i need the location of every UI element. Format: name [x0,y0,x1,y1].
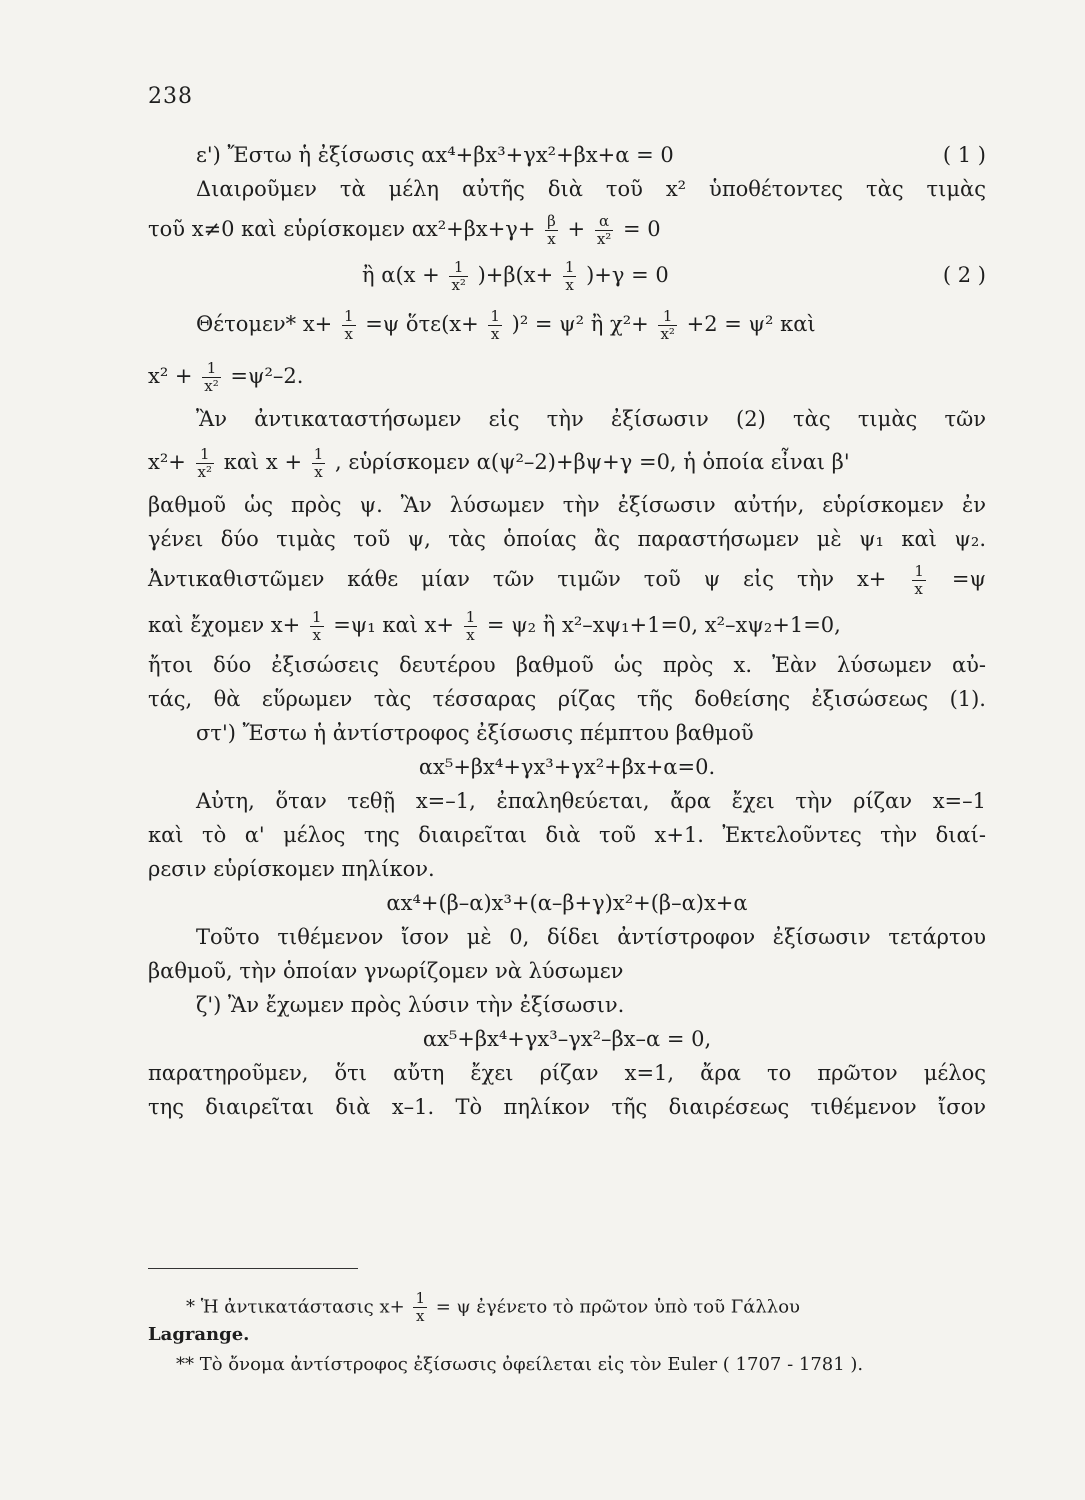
equation-1: ε') Ἔστω ἡ ἐξίσωσις αx⁴+βx³+γx²+βx+α = 0 [196,143,674,167]
footnote-1 [148,1289,986,1325]
fraction [312,446,326,481]
fraction-numerator: 1 [343,307,354,325]
fraction [545,213,558,248]
text-line: καὶ τὸ α' μέλος της διαιρεῖται διὰ τοῦ x+1. Ἐκτελοῦντες τὴν διαί- [148,823,986,847]
fraction [342,308,356,343]
fraction-numerator: α [598,212,610,230]
text-span: x² + [148,364,193,388]
equation-line-2 [148,252,986,298]
fraction-numerator: 1 [313,445,324,463]
text-span: * Ἡ ἀντικατάστασις x+ [186,1296,405,1318]
text-span: καὶ ἔχομεν x+ [148,613,301,637]
equation-line-3 [148,206,986,252]
text-line: Τοῦτο τιθέμενον ἴσον μὲ 0, δίδει ἀντίστροφον ἐξίσωσιν τετάρτου [196,925,986,949]
text-span: Ἀντικαθιστῶμεν κάθε μίαν τῶν τιμῶν τοῦ ψ εἰς τὴν x+ [148,567,887,591]
fraction-denominator: x [312,463,326,481]
fraction-denominator: x² [451,276,466,294]
page-number: 238 [148,84,193,109]
fraction-denominator: x [310,626,324,644]
equation: αx⁴+(β–α)x³+(α–β+γ)x²+(β–α)x+α [386,891,748,915]
fraction-numerator: 1 [415,1289,425,1307]
fraction-numerator: 1 [914,562,924,580]
footnote-divider [148,1268,358,1269]
fraction [464,609,478,644]
equation-number-1: ( 1 ) [942,143,986,167]
text-line: της διαιρεῖται διὰ x–1. Τὸ πηλίκον τῆς διαιρέσεως τιθέμενον ἴσον [148,1095,986,1119]
equation-line-11 [148,556,986,602]
equation: αx⁵+βx⁴+γx³–γx²–βx–α = 0, [422,1027,712,1051]
text-line: βαθμοῦ, τὴν ὁποίαν γνωρίζομεν νὰ λύσωμεν [148,959,624,983]
equation: αx⁵+βx⁴+γx³+γx²+βx+α=0. [418,755,716,779]
text-span: x²+ [148,450,186,474]
text-line: τάς, θὰ εὕρωμεν τὰς τέσσαρας ρίζας τῆς δοθείσης ἐξισώσεως (1). [148,687,986,711]
fraction [310,609,324,644]
fraction [449,259,467,294]
text-span: )+β(x+ [477,263,554,287]
fraction [658,308,676,343]
fraction-denominator: x [413,1307,427,1325]
equation-line-5 [148,298,986,350]
fraction-numerator: 1 [206,359,217,377]
fraction [912,563,926,598]
text-span: =ψ²–2. [230,364,304,388]
main-text [148,138,986,1124]
text-span: = ψ₂ ἢ x²–xψ₁+1=0, x²–xψ₂+1=0, [486,613,841,637]
fraction-numerator: 1 [465,608,476,626]
text-span: = ψ ἐγένετο τὸ πρῶτον ὑπὸ τοῦ Γάλλου [435,1296,800,1318]
text-span: )² = ψ² ἢ χ²+ [511,312,649,336]
text-line: Ἂν ἀντικαταστήσωμεν εἰς τὴν ἐξίσωσιν (2) τὰς τιμὰς τῶν [196,407,986,431]
text-span: =ψ₁ καὶ x+ [333,613,454,637]
text-span: )+γ = 0 [586,263,669,287]
fraction-numerator: 1 [662,307,673,325]
equation-number-2: ( 2 ) [942,263,986,287]
equation-line-6 [148,350,986,402]
fraction-numerator: 1 [200,445,210,463]
fraction-denominator: x [342,325,356,343]
text-line: παρατηροῦμεν, ὅτι αὔτη ἔχει ρίζαν x=1, ἄρα το πρῶτον μέλος [148,1061,986,1085]
fraction-denominator: x [563,276,577,294]
text-span: + [567,217,586,241]
fraction-denominator: x² [660,325,675,343]
text-span: =ψ ὅτε(x+ [365,312,479,336]
text-line: ἤτοι δύο ἐξισώσεις δευτέρου βαθμοῦ ὡς πρὸς x. Ἐὰν λύσωμεν αὐ- [148,653,986,677]
text-span: Θέτομεν* x+ [196,312,333,336]
text-line: βαθμοῦ ὡς πρὸς ψ. Ἂν λύσωμεν τὴν ἐξίσωσιν αὐτήν, εὑρίσκομεν ἐν [148,493,986,517]
footnote-2: ** Τὸ ὄνομα ἀντίστροφος ἐξίσωσις ὀφείλεται εἰς τὸν Euler ( 1707 - 1781 ). [176,1354,864,1375]
fraction [196,446,214,481]
fraction-denominator: x [488,325,502,343]
fraction [413,1290,427,1325]
fraction-numerator: 1 [311,608,322,626]
fraction-denominator: x [545,230,558,248]
text-span: =ψ [951,567,986,591]
footnote-1-continued: Lagrange. [148,1324,250,1345]
fraction [488,308,502,343]
fraction-numerator: 1 [564,258,575,276]
fraction-denominator: x [912,580,926,598]
text-line: στ') Ἔστω ἡ ἀντίστροφος ἐξίσωσις πέμπτου βαθμοῦ [196,721,754,745]
equation-line-12 [148,602,986,648]
text-line: ζ') Ἂν ἔχωμεν πρὸς λύσιν τὴν ἐξίσωσιν. [196,993,625,1017]
text-line: Διαιροῦμεν τὰ μέλη αὐτῆς διὰ τοῦ x² ὑποθέτοντες τὰς τιμὰς [196,177,986,201]
fraction [595,213,613,248]
text-span: τοῦ x≠0 καὶ εὑρίσκομεν αx²+βx+γ+ [148,217,536,241]
fraction-denominator: x² [204,377,219,395]
footnotes [148,1290,986,1380]
fraction-denominator: x [464,626,478,644]
fraction [202,360,220,395]
text-line: Αὐτη, ὅταν τεθῇ x=–1, ἐπαληθεύεται, ἄρα ἔχει τὴν ρίζαν x=–1 [196,789,986,813]
text-span: +2 = ψ² καὶ [686,312,816,336]
fraction-denominator: x² [596,230,612,248]
text-span: = 0 [622,217,661,241]
fraction-numerator: β [547,212,556,230]
fraction-denominator: x² [197,463,213,481]
text-line: ρεσιν εὑρίσκομεν πηλίκον. [148,857,435,881]
text-span: , εὑρίσκομεν α(ψ²–2)+βψ+γ =0, ἡ ὁποία εἶναι β' [334,450,850,474]
equation-line-1 [148,138,986,172]
equation-line-8 [148,436,986,488]
text-span: καὶ x + [223,450,303,474]
fraction [563,259,577,294]
fraction-numerator: 1 [453,258,464,276]
fraction-numerator: 1 [490,307,500,325]
text-line: γένει δύο τιμὰς τοῦ ψ, τὰς ὁποίας ἂς παραστήσωμεν μὲ ψ₁ καὶ ψ₂. [148,527,986,551]
text-span: ἢ α(x + [362,263,440,287]
